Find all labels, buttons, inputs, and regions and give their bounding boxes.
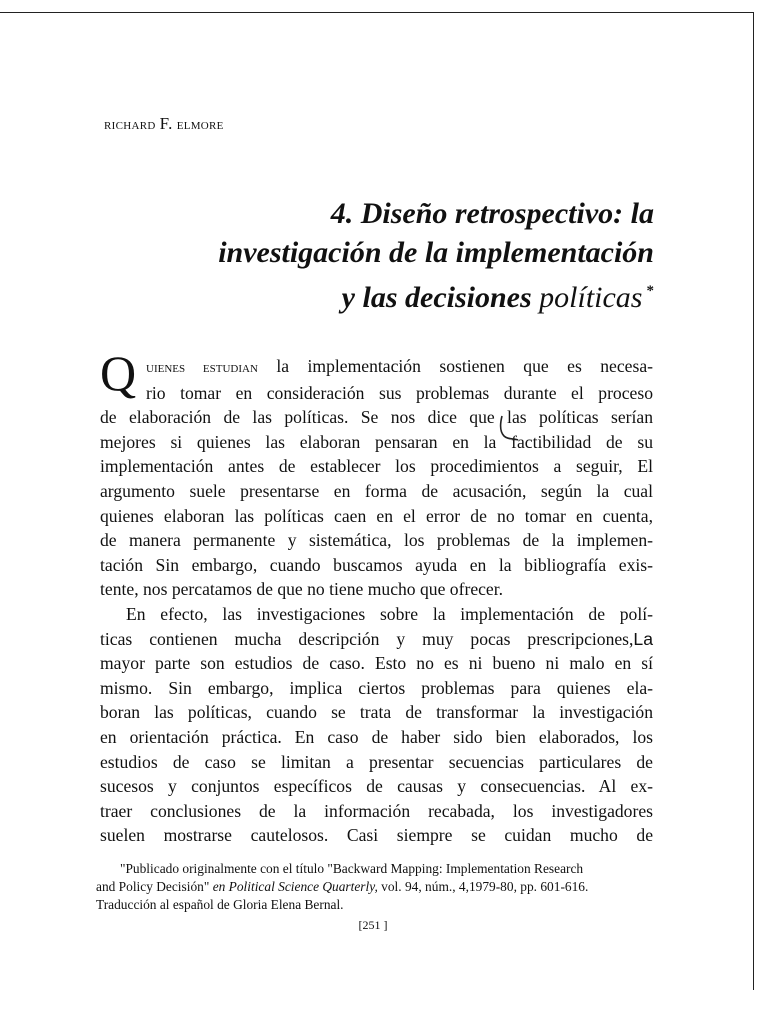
author-first-name: richard	[104, 117, 156, 133]
footnote-line-3: Traducción al español de Gloria Elena Bernal.	[96, 897, 344, 912]
paragraph-1-line: quienes elaboran las políticas caen en el error de no tomar en cuenta,	[100, 505, 653, 526]
paragraph-1-line: de elaboración de las políticas. Se nos dice que las políticas serían	[100, 407, 653, 428]
line-1-text: la implementación sostienen que es necesa-	[276, 356, 654, 376]
opening-small-caps: uienes estudian	[146, 360, 258, 376]
paragraph-2-line-2-sans: La	[633, 628, 653, 649]
chapter-title-line-2: investigación de la implementación	[218, 236, 654, 269]
page-number: [251 ]	[358, 918, 388, 932]
paragraph-1-line: rio tomar en consideración sus problemas durante el proceso	[146, 382, 653, 403]
paragraph-2-line: traer conclusiones de la información recabada, los investigadores	[100, 800, 653, 821]
paragraph-1-line: argumento suele presentarse en forma de acusación, según la cual	[100, 480, 653, 501]
paragraph-1-line: de manera permanente y sistemática, los problemas de la implemen-	[100, 530, 653, 551]
footnote-line-2	[96, 878, 656, 896]
author-last-name: elmore	[176, 117, 224, 133]
paragraph-2-line: en orientación práctica. En caso de haber sido bien elaborados, los	[100, 726, 653, 747]
chapter-title-line-3-bold: y las decisiones	[341, 281, 532, 314]
right-border-line	[753, 12, 754, 990]
paragraph-1-line: mejores si quienes las elaboran pensaran en la factibilidad de su	[100, 431, 653, 452]
paragraph-1-line: tente, nos percatamos de que no tiene mucho que ofrecer.	[100, 579, 504, 600]
paragraph-2-line-1: En efecto, las investigaciones sobre la implementación de polí-	[126, 603, 653, 624]
footnote-line-2c: vol. 94, núm., 4,1979-80, pp. 601-616.	[381, 879, 589, 894]
footnote-marker: *	[646, 283, 654, 299]
running-head-author	[104, 114, 224, 134]
paragraph-2-line-2	[100, 627, 653, 652]
footnote-line-1: "Publicado originalmente con el título "Backward Mapping: Implementation Research	[120, 861, 584, 876]
paragraph-2-line: suelen mostrarse cautelosos. Casi siempre se cuidan mucho de	[100, 825, 653, 846]
footnote	[96, 860, 656, 914]
paragraph-2-line: sucesos y conjuntos específicos de causas y consecuencias. Al ex-	[100, 776, 653, 797]
body-text	[100, 345, 654, 848]
chapter-title-line-1: 4. Diseño retrospectivo: la	[330, 197, 654, 230]
paragraph-2-line-2-text: ticas contienen mucha descripción y muy pocas prescripciones,	[100, 628, 634, 649]
drop-cap: Q	[100, 345, 137, 401]
chapter-title	[110, 194, 654, 317]
chapter-title-line-3-light: políticas	[539, 281, 643, 314]
paragraph-2-line: estudios de caso se limitan a presentar secuencias particulares de	[100, 751, 653, 772]
paragraph-1-line: implementación antes de establecer los procedimientos a seguir, El	[100, 456, 653, 477]
paragraph-2-line: boran las políticas, cuando se trata de transformar la investigación	[100, 702, 653, 723]
footnote-line-2a: and Policy Decisión"	[96, 879, 210, 894]
handwritten-mark	[496, 414, 524, 446]
top-border-line	[0, 12, 754, 13]
author-initial: F.	[159, 114, 173, 133]
footnote-journal: en Political Science Quarterly,	[212, 879, 378, 894]
paragraph-2-line: mayor parte son estudios de caso. Esto no es ni bueno ni malo en sí	[100, 653, 653, 674]
chapter-title-line-3	[110, 272, 654, 317]
paragraph-2-line: mismo. Sin embargo, implica ciertos problemas para quienes ela-	[100, 677, 653, 698]
paragraph-1-line: tación Sin embargo, cuando buscamos ayuda en la bibliografía exis-	[100, 554, 653, 575]
